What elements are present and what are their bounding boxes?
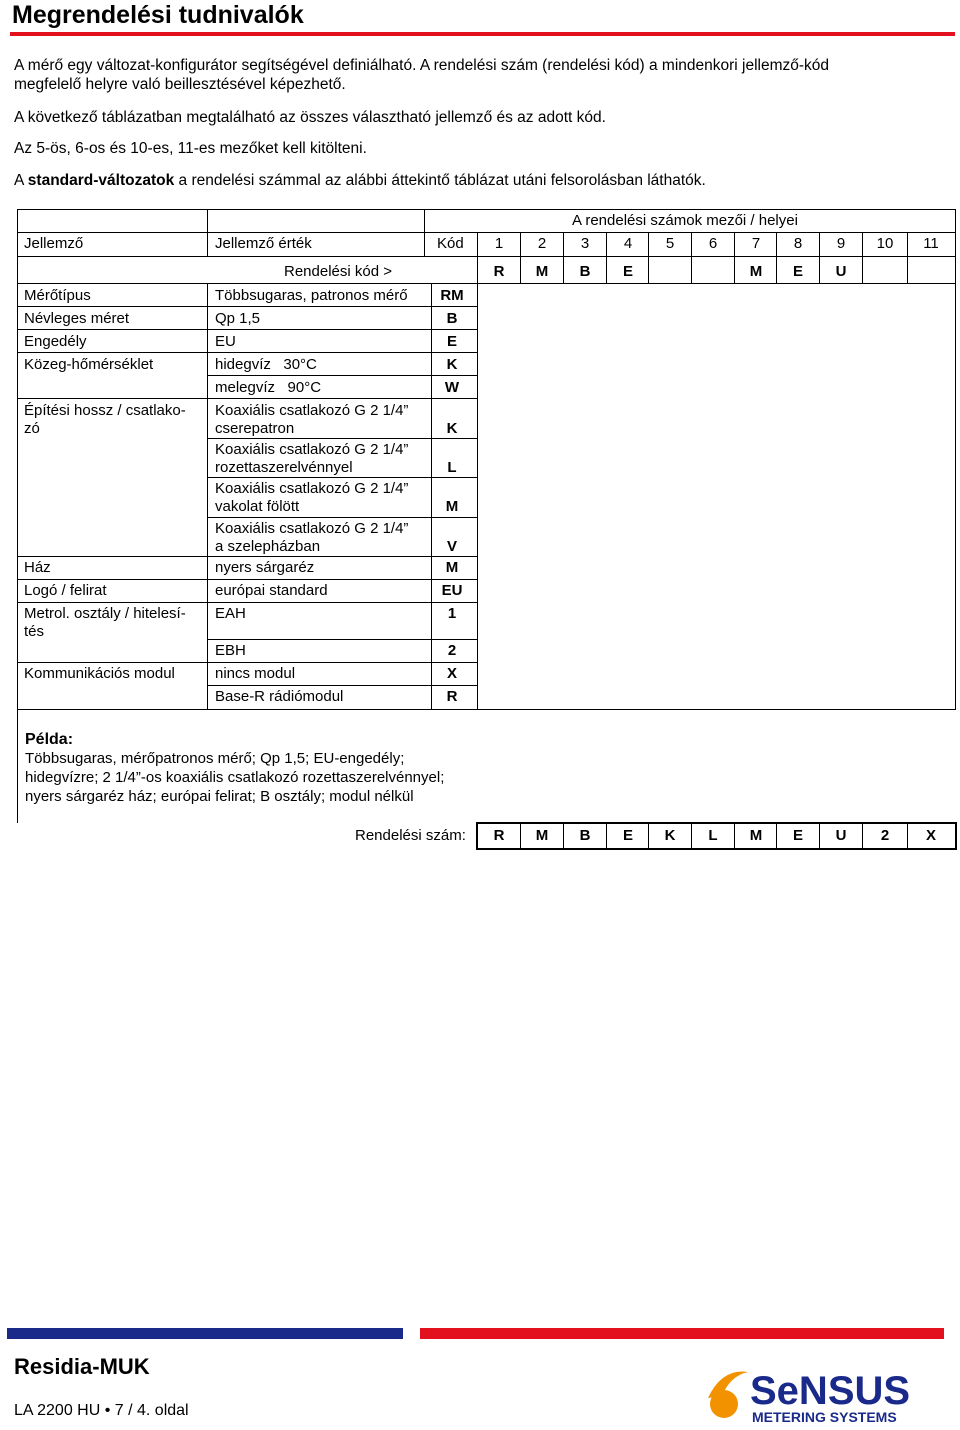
table-rule bbox=[477, 232, 478, 709]
table-rule bbox=[207, 438, 478, 439]
order-code-char: E bbox=[622, 263, 633, 280]
order-code-char: M bbox=[535, 263, 549, 280]
order-number-char: X bbox=[925, 827, 936, 844]
order-code-char: R bbox=[493, 263, 505, 280]
value-cell: EBH bbox=[215, 642, 246, 659]
order-number-char: E bbox=[622, 827, 633, 844]
table-rule bbox=[862, 232, 863, 283]
position-number: 1 bbox=[494, 235, 504, 252]
intro-line-4-suffix: a rendelési számmal az alábbi áttekintő táblázat utáni felsorolásban láthatók. bbox=[174, 172, 706, 189]
position-number: 2 bbox=[537, 235, 547, 252]
sensus-logo bbox=[700, 1358, 945, 1428]
code-cell: M bbox=[445, 498, 459, 515]
order-code-char: U bbox=[835, 263, 847, 280]
footer-bar-blue bbox=[7, 1328, 403, 1339]
table-rule bbox=[17, 209, 956, 210]
order-number-rule bbox=[955, 822, 957, 850]
feature-cell: Ház bbox=[24, 559, 51, 576]
example-line-2: hidegvízre; 2 1/4”-os koaxiális csatlakozó rozettaszerelvénnyel; bbox=[25, 769, 445, 786]
table-rule bbox=[207, 283, 208, 709]
code-cell: RM bbox=[440, 287, 464, 304]
order-number-char: E bbox=[792, 827, 803, 844]
value-cell: Koaxiális csatlakozó G 2 1/4” bbox=[215, 520, 409, 537]
table-rule bbox=[907, 232, 908, 283]
table-rule bbox=[17, 329, 478, 330]
value-cell: Base-R rádiómodul bbox=[215, 688, 344, 705]
order-number-char: M bbox=[749, 827, 763, 844]
table-rule bbox=[17, 306, 478, 307]
feature-cell: Metrol. osztály / hitelesí- bbox=[24, 605, 186, 622]
table-rule bbox=[17, 209, 18, 823]
code-cell: L bbox=[447, 459, 457, 476]
feature-cell: tés bbox=[24, 623, 45, 640]
table-rule bbox=[207, 209, 208, 257]
position-number: 10 bbox=[876, 235, 894, 252]
code-cell: 1 bbox=[447, 605, 457, 622]
value-cell: cserepatron bbox=[215, 420, 295, 437]
value-cell: európai standard bbox=[215, 582, 328, 599]
order-number-rule bbox=[862, 822, 863, 849]
page-info: LA 2200 HU • 7 / 4. oldal bbox=[14, 1402, 189, 1419]
header-value: Jellemző érték bbox=[215, 235, 312, 252]
product-name: Residia-MUK bbox=[14, 1354, 150, 1379]
logo-wordmark: SeNSUS bbox=[750, 1369, 911, 1413]
table-rule bbox=[207, 639, 478, 640]
example-heading: Példa: bbox=[25, 731, 74, 748]
intro-line-2: A következő táblázatban megtalálható az összes választható jellemző és az adott kód. bbox=[14, 109, 606, 126]
table-rule bbox=[17, 556, 478, 557]
value-cell: hidegvíz 30°C bbox=[215, 356, 317, 373]
value-cell: Qp 1,5 bbox=[215, 310, 261, 327]
order-number-rule bbox=[476, 848, 957, 850]
order-number-rule bbox=[476, 822, 957, 824]
position-number: 8 bbox=[793, 235, 803, 252]
order-number-char: 2 bbox=[880, 827, 890, 844]
value-cell: EAH bbox=[215, 605, 246, 622]
value-cell: a szelepházban bbox=[215, 538, 321, 555]
table-rule bbox=[17, 579, 478, 580]
value-cell: Koaxiális csatlakozó G 2 1/4” bbox=[215, 441, 409, 458]
feature-cell: Logó / felirat bbox=[24, 582, 107, 599]
table-rule bbox=[207, 477, 478, 478]
value-cell: Koaxiális csatlakozó G 2 1/4” bbox=[215, 402, 409, 419]
code-cell: R bbox=[446, 688, 458, 705]
position-number: 3 bbox=[580, 235, 590, 252]
intro-line-4 bbox=[14, 171, 706, 190]
code-cell: EU bbox=[441, 582, 463, 599]
feature-cell: Engedély bbox=[24, 333, 87, 350]
value-cell: nyers sárgaréz bbox=[215, 559, 315, 576]
value-cell: EU bbox=[215, 333, 236, 350]
order-number-char: B bbox=[579, 827, 591, 844]
feature-cell: Építési hossz / csatlako- bbox=[24, 402, 186, 419]
table-rule bbox=[17, 709, 956, 710]
value-cell: Többsugaras, patronos mérő bbox=[215, 287, 408, 304]
position-number: 11 bbox=[923, 235, 939, 252]
feature-cell: Névleges méret bbox=[24, 310, 130, 327]
header-feature: Jellemző bbox=[24, 235, 84, 252]
code-cell: E bbox=[446, 333, 457, 350]
intro-line-3: Az 5-ös, 6-os és 10-es, 11-es mezőket kell kitölteni. bbox=[14, 140, 367, 157]
intro-line-4-bold: standard-változatok bbox=[27, 172, 175, 189]
logo-subtitle: METERING SYSTEMS bbox=[752, 1409, 897, 1425]
code-cell: V bbox=[446, 538, 457, 555]
table-rule bbox=[17, 352, 478, 353]
table-rule bbox=[424, 209, 425, 257]
table-rule bbox=[17, 662, 478, 663]
order-number-char: U bbox=[835, 827, 847, 844]
table-rule bbox=[17, 256, 956, 257]
order-number-char: R bbox=[493, 827, 505, 844]
order-number-char: M bbox=[535, 827, 549, 844]
code-cell: B bbox=[446, 310, 458, 327]
intro-line-1b: megfelelő helyre való beillesztésével képezhető. bbox=[14, 76, 346, 93]
table-rule bbox=[17, 283, 956, 284]
table-rule bbox=[17, 232, 956, 233]
positions-caption: A rendelési számok mezői / helyei bbox=[572, 212, 798, 229]
header-code: Kód bbox=[437, 235, 464, 252]
example-line-3: nyers sárgaréz ház; európai felirat; B osztály; modul nélkül bbox=[25, 788, 414, 805]
code-cell: K bbox=[446, 356, 458, 373]
order-code-char: M bbox=[749, 263, 763, 280]
position-number: 9 bbox=[836, 235, 846, 252]
order-code-char: B bbox=[579, 263, 591, 280]
feature-cell: Közeg-hőmérséklet bbox=[24, 356, 154, 373]
intro-line-1a: A mérő egy változat-konfigurátor segítségével definiálható. A rendelési szám (rendelési kód) a mindenkori jellemző-kód bbox=[14, 57, 830, 74]
code-cell: X bbox=[446, 665, 457, 682]
table-rule bbox=[207, 517, 478, 518]
intro-line-4-prefix: A bbox=[14, 172, 28, 189]
order-number-char: K bbox=[664, 827, 676, 844]
order-code-char: E bbox=[792, 263, 803, 280]
table-rule bbox=[17, 398, 478, 399]
order-number-char: L bbox=[708, 827, 718, 844]
logo-circle bbox=[710, 1390, 738, 1418]
order-code-label: Rendelési kód > bbox=[284, 263, 392, 280]
code-cell: K bbox=[446, 420, 458, 437]
position-number: 6 bbox=[708, 235, 718, 252]
order-number-rule bbox=[907, 822, 908, 849]
page-title: Megrendelési tudnivalók bbox=[12, 1, 304, 29]
table-rule bbox=[17, 602, 478, 603]
code-cell: W bbox=[444, 379, 460, 396]
value-cell: Koaxiális csatlakozó G 2 1/4” bbox=[215, 480, 409, 497]
value-cell: nincs modul bbox=[215, 665, 296, 682]
code-cell: 2 bbox=[447, 642, 457, 659]
example-line-1: Többsugaras, mérőpatronos mérő; Qp 1,5; EU-engedély; bbox=[25, 750, 405, 767]
title-underline bbox=[10, 32, 955, 36]
feature-cell: Mérőtípus bbox=[24, 287, 91, 304]
value-cell: vakolat fölött bbox=[215, 498, 300, 515]
table-rule bbox=[207, 375, 478, 376]
feature-cell: zó bbox=[24, 420, 40, 437]
table-rule bbox=[207, 685, 478, 686]
order-number-label: Rendelési szám: bbox=[355, 827, 466, 844]
value-cell: rozettaszerelvénnyel bbox=[215, 459, 353, 476]
position-number: 4 bbox=[623, 235, 633, 252]
sensus-logo-graphic bbox=[700, 1358, 945, 1428]
code-cell: M bbox=[445, 559, 459, 576]
value-cell: melegvíz 90°C bbox=[215, 379, 322, 396]
position-number: 7 bbox=[751, 235, 761, 252]
footer-bar-red bbox=[420, 1328, 944, 1339]
example-text bbox=[25, 730, 444, 806]
position-number: 5 bbox=[665, 235, 675, 252]
feature-cell: Kommunikációs modul bbox=[24, 665, 175, 682]
table-rule bbox=[955, 209, 956, 709]
